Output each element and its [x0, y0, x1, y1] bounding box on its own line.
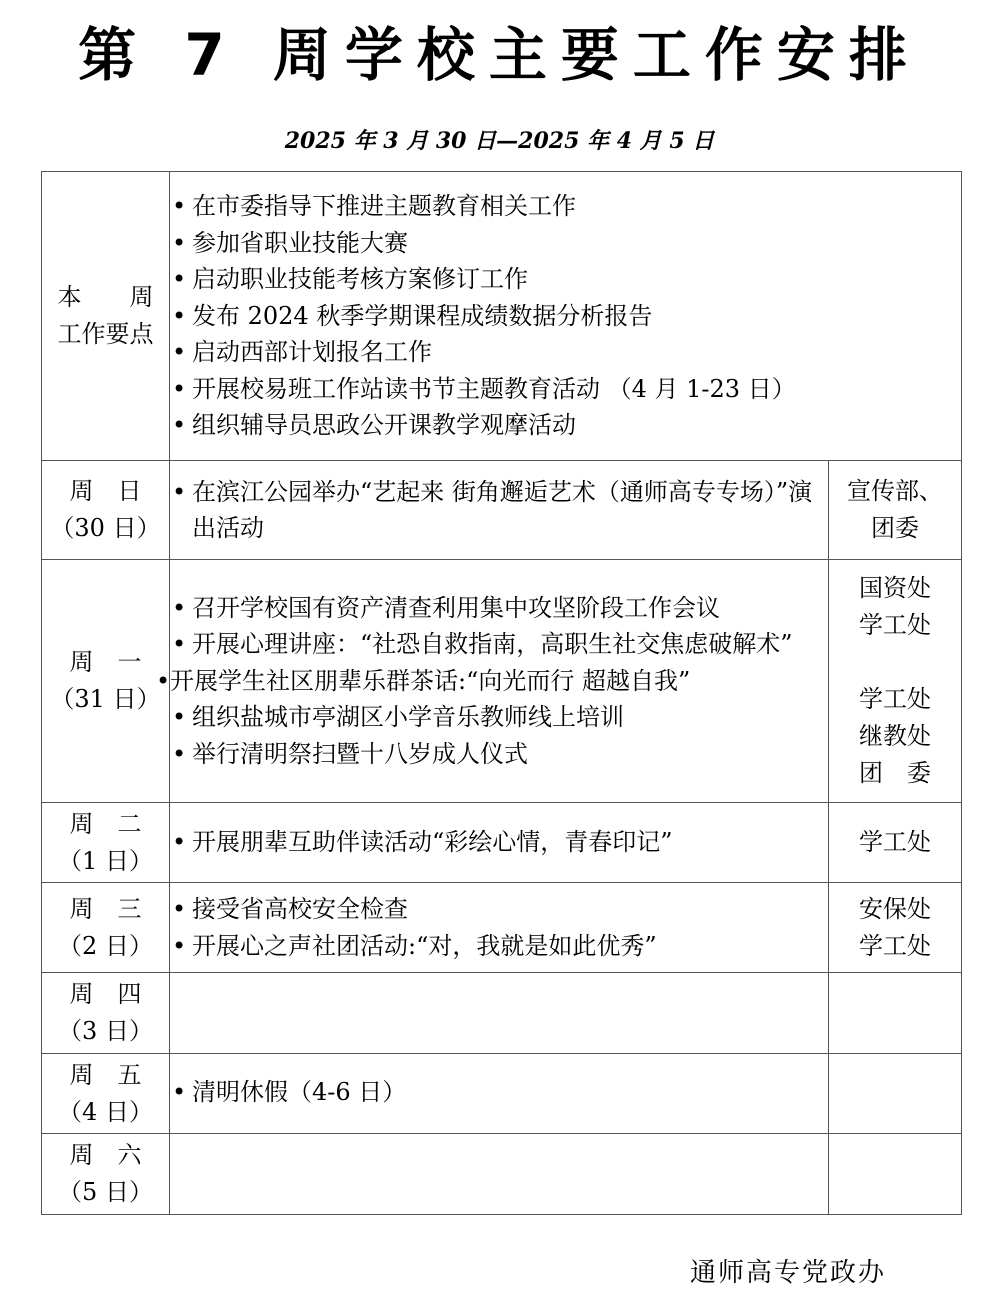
day-label: 周 五 [69, 1060, 142, 1089]
day-label: 本 周 [57, 283, 154, 311]
table-row-thursday [42, 973, 962, 1054]
dept-label: 学工处 [859, 931, 931, 960]
dept-label: 学工处 [859, 611, 931, 639]
list-item: • 举行清明祭扫暨十八岁成人仪式 [170, 736, 828, 773]
list-item: • 组织辅导员思政公开课教学观摩活动 [170, 407, 961, 444]
day-label: 周 二 [69, 809, 142, 838]
list-item: • 召开学校国有资产清查利用集中攻坚阶段工作会议 [170, 590, 828, 627]
day-cell [42, 560, 170, 803]
day-cell [42, 803, 170, 883]
list-item: • 清明休假（4-6 日） [170, 1074, 828, 1111]
dept-label: 学工处 [859, 828, 931, 856]
list-item: • 开展心理讲座：“社恐自救指南，高职生社交焦虑破解术” [170, 626, 828, 663]
list-item: • 在市委指导下推进主题教育相关工作 [170, 188, 961, 225]
list-item: • 开展朋辈互助伴读活动“彩绘心情，青春印记” [170, 824, 828, 861]
day-cell [42, 1054, 170, 1134]
items-cell [170, 883, 829, 973]
table-row-wednesday [42, 883, 962, 973]
day-date: （31 日） [50, 685, 161, 713]
schedule-table [41, 171, 962, 1215]
day-cell [42, 172, 170, 461]
page-title: 第 7 周学校主要工作安排 [78, 21, 921, 89]
items-cell [170, 172, 962, 461]
day-date: （30 日） [50, 514, 161, 542]
dept-label: 继教处 [859, 722, 931, 750]
items-cell [170, 1134, 829, 1215]
table-row-saturday [42, 1134, 962, 1215]
list-item: • 在滨江公园举办“艺起来 街角邂逅艺术（通师高专专场）”演出活动 [170, 474, 828, 547]
table-row-weekly-focus [42, 172, 962, 461]
dept-label: 安保处 [859, 894, 931, 923]
table-row-tuesday [42, 803, 962, 883]
dept-label: 团委 [871, 514, 919, 542]
items-cell [170, 560, 829, 803]
table-row-monday [42, 560, 962, 803]
day-label: 周 日 [69, 477, 142, 505]
day-label: 周 六 [69, 1141, 142, 1169]
list-item: • 接受省高校安全检查 [170, 891, 828, 928]
items-cell [170, 973, 829, 1054]
dept-label: 团 委 [859, 759, 931, 787]
list-item: • 开展学生社区朋辈乐群茶话:“向光而行 超越自我” [156, 663, 828, 700]
day-label: 周 三 [69, 894, 142, 923]
day-cell [42, 461, 170, 560]
list-item: • 开展心之声社团活动:“对，我就是如此优秀” [170, 928, 828, 965]
day-date: （2 日） [58, 931, 153, 960]
list-item: • 组织盐城市亭湖区小学音乐教师线上培训 [170, 699, 828, 736]
date-range: 2025 年 3 月 30 日—2025 年 4 月 5 日 [284, 128, 715, 154]
day-label: 周 四 [69, 980, 142, 1008]
dept-cell [829, 973, 962, 1054]
dept-cell [829, 461, 962, 560]
day-date: （1 日） [58, 846, 153, 875]
dept-cell [829, 1134, 962, 1215]
list-item: • 参加省职业技能大赛 [170, 225, 961, 262]
day-date: （3 日） [58, 1017, 153, 1045]
items-cell [170, 461, 829, 560]
list-item: • 发布 2024 秋季学期课程成绩数据分析报告 [170, 298, 961, 335]
day-cell [42, 1134, 170, 1215]
dept-label: 国资处 [859, 574, 931, 602]
day-cell [42, 883, 170, 973]
items-cell [170, 1054, 829, 1134]
dept-label: 宣传部、 [847, 477, 943, 505]
day-label: 周 一 [69, 648, 142, 676]
table-row-sunday [42, 461, 962, 560]
list-item: • 开展校易班工作站读书节主题教育活动 （4 月 1-23 日） [170, 371, 961, 408]
dept-cell [829, 803, 962, 883]
list-item: • 启动西部计划报名工作 [170, 334, 961, 371]
dept-label: 学工处 [859, 685, 931, 713]
day-cell [42, 973, 170, 1054]
day-date: （5 日） [58, 1178, 153, 1206]
items-cell [170, 803, 829, 883]
table-row-friday [42, 1054, 962, 1134]
day-date: （4 日） [58, 1097, 153, 1126]
dept-label-blank [829, 644, 961, 681]
signature: 通师高专党政办 [690, 1258, 887, 1288]
list-item: • 启动职业技能考核方案修订工作 [170, 261, 961, 298]
day-label: 工作要点 [57, 320, 154, 348]
dept-cell [829, 560, 962, 803]
dept-cell [829, 883, 962, 973]
dept-cell [829, 1054, 962, 1134]
